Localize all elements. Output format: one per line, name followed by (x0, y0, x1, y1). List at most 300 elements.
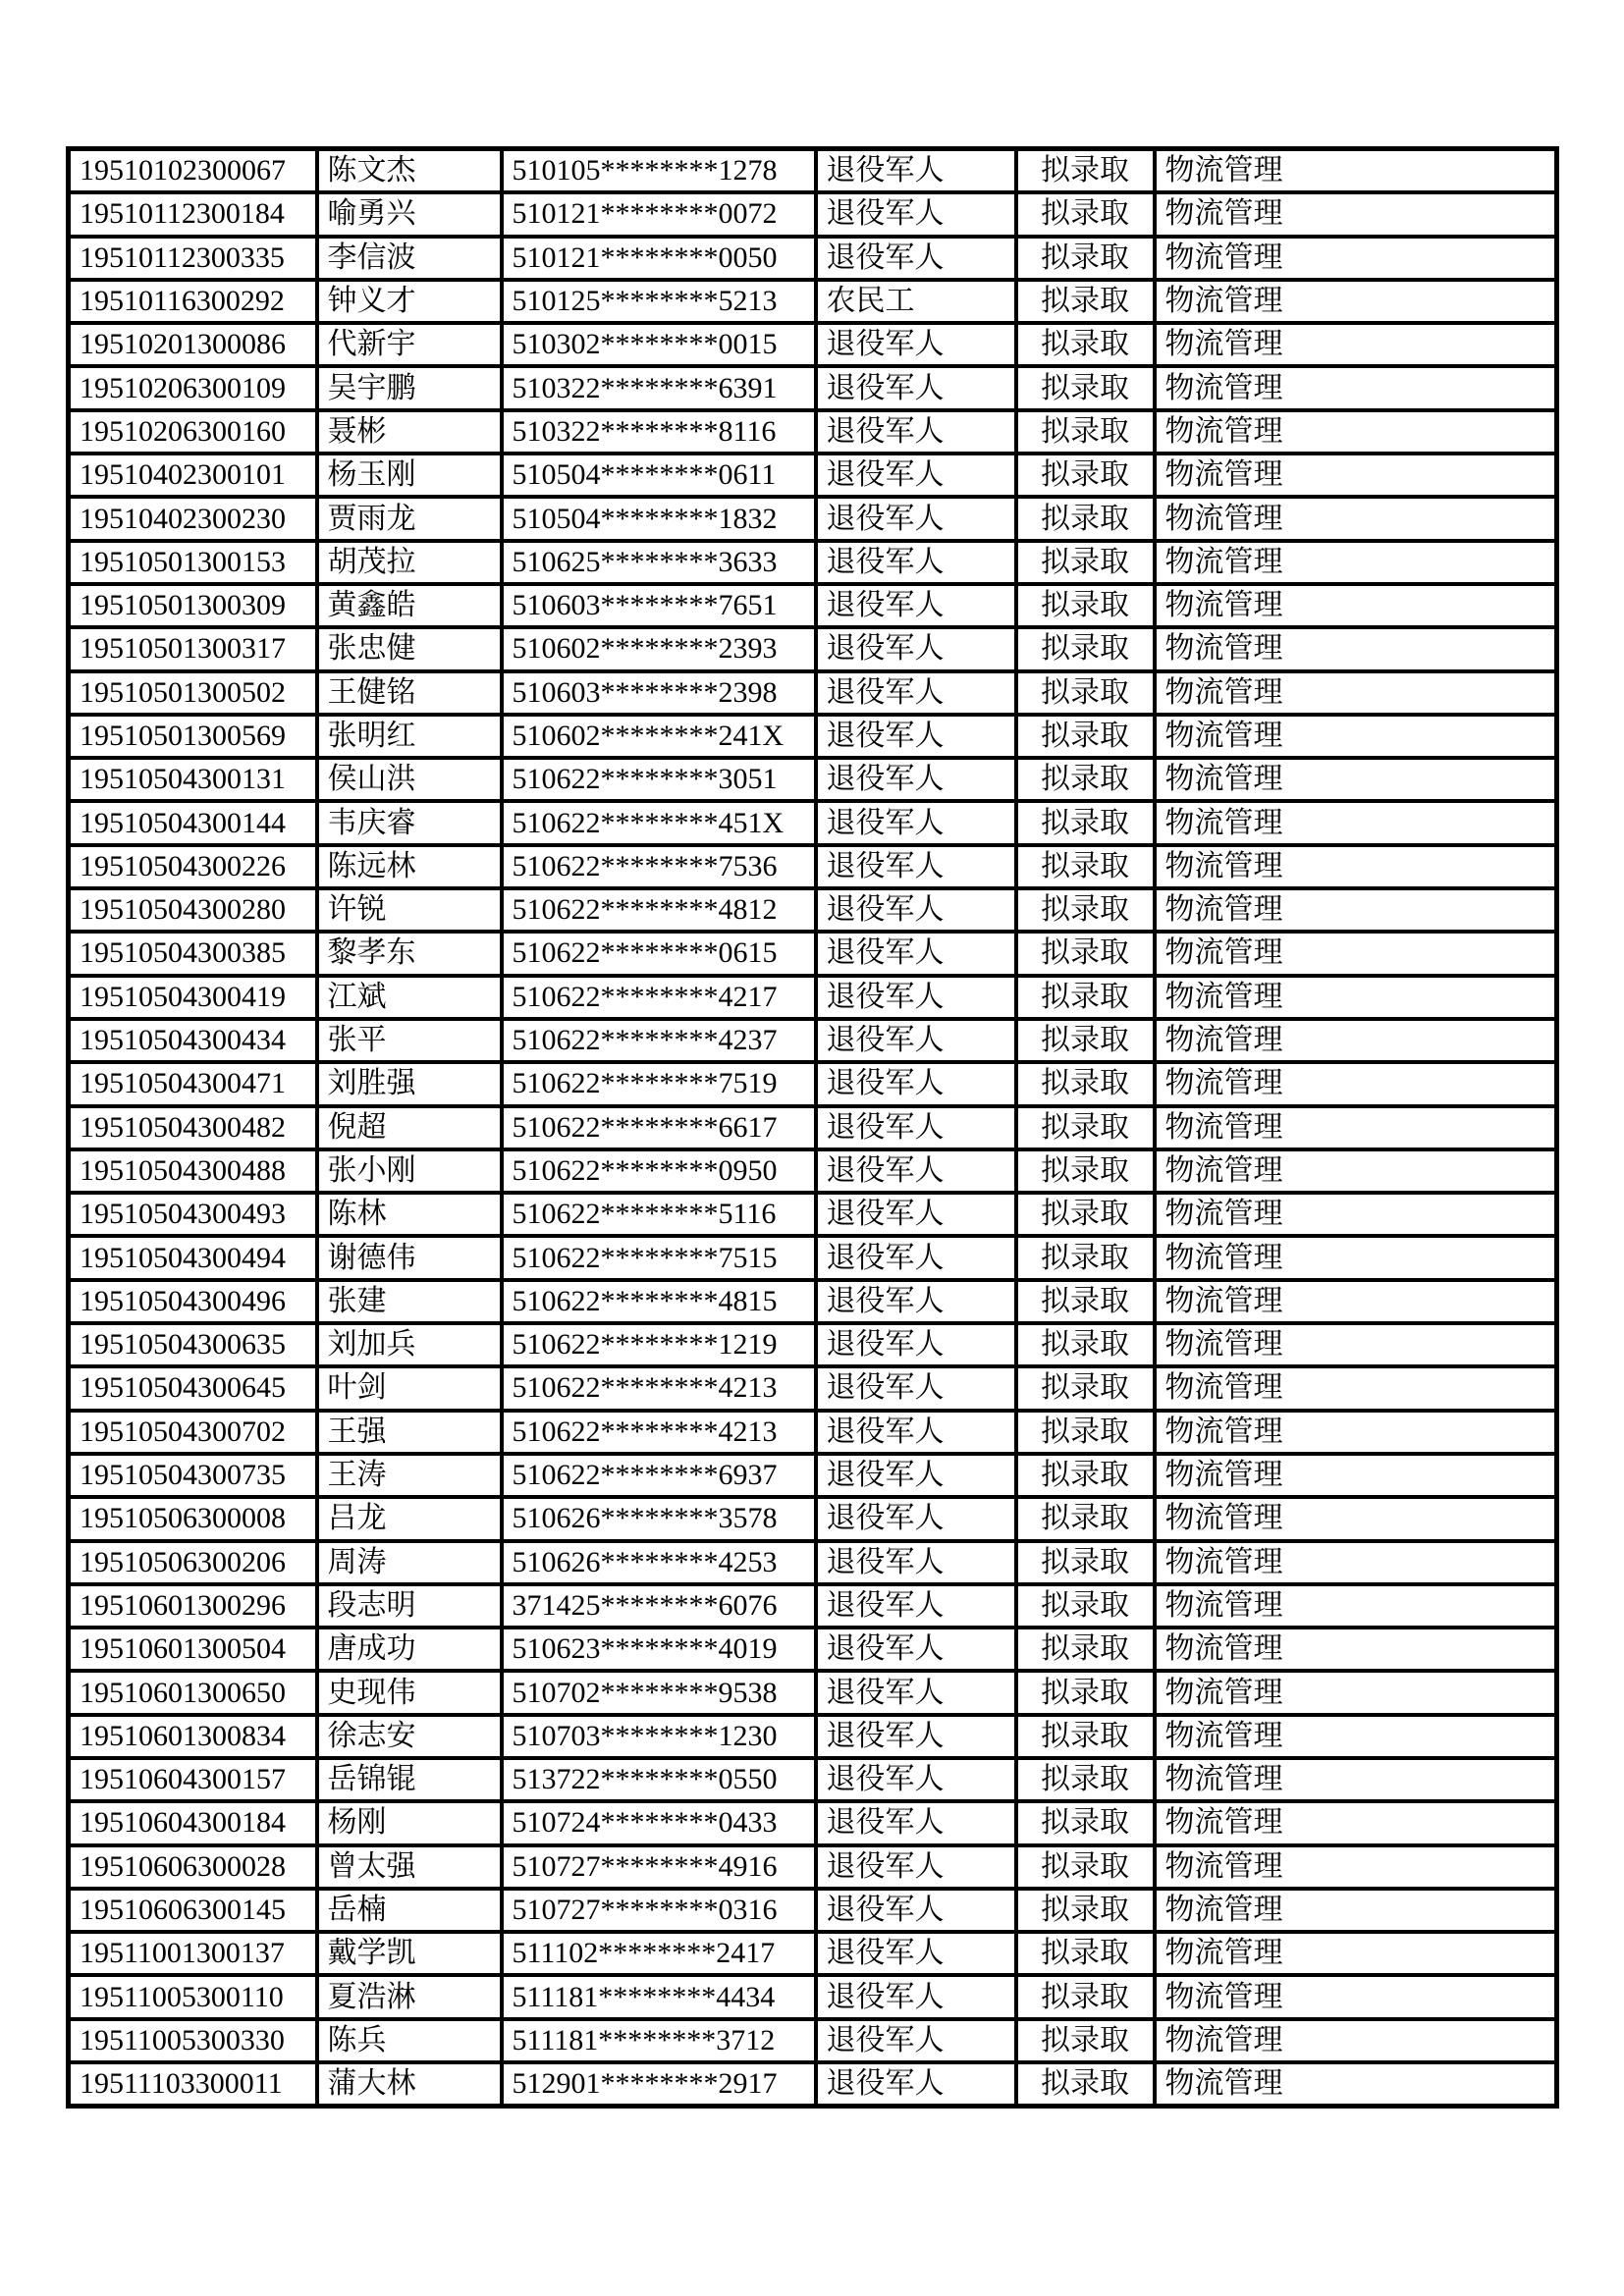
cell-id-number: 510622********7536 (502, 845, 816, 888)
cell-id-number: 510622********0615 (502, 932, 816, 975)
cell-id-number: 510622********6617 (502, 1106, 816, 1149)
cell-major: 物流管理 (1155, 1671, 1557, 1714)
cell-id-number: 371425********6076 (502, 1584, 816, 1628)
cell-name: 侯山洪 (317, 758, 502, 801)
cell-major: 物流管理 (1155, 541, 1557, 584)
cell-category: 退役军人 (816, 1366, 1016, 1410)
cell-name: 段志明 (317, 1584, 502, 1628)
cell-status: 拟录取 (1016, 2019, 1155, 2062)
cell-exam-number: 19510504300493 (69, 1193, 317, 1236)
cell-id-number: 510724********0433 (502, 1801, 816, 1844)
cell-status: 拟录取 (1016, 1280, 1155, 1323)
cell-name: 韦庆睿 (317, 801, 502, 844)
cell-exam-number: 19510504300419 (69, 976, 317, 1019)
cell-exam-number: 19510501300317 (69, 627, 317, 670)
cell-id-number: 510125********5213 (502, 280, 816, 323)
table-row (69, 1628, 1557, 1671)
cell-exam-number: 19510504300434 (69, 1019, 317, 1062)
cell-status: 拟录取 (1016, 1584, 1155, 1628)
admission-table (66, 146, 1559, 2109)
cell-major: 物流管理 (1155, 1628, 1557, 1671)
cell-category: 退役军人 (816, 192, 1016, 236)
table-row (69, 1975, 1557, 2018)
cell-category: 退役军人 (816, 1454, 1016, 1497)
cell-status: 拟录取 (1016, 1628, 1155, 1671)
cell-id-number: 510622********451X (502, 801, 816, 844)
cell-status: 拟录取 (1016, 1801, 1155, 1844)
cell-status: 拟录取 (1016, 845, 1155, 888)
cell-major: 物流管理 (1155, 2019, 1557, 2062)
cell-name: 黎孝东 (317, 932, 502, 975)
cell-exam-number: 19511005300110 (69, 1975, 317, 2018)
cell-exam-number: 19510206300109 (69, 366, 317, 409)
cell-exam-number: 19510501300153 (69, 541, 317, 584)
cell-exam-number: 19510504300482 (69, 1106, 317, 1149)
cell-name: 岳楠 (317, 1889, 502, 1932)
cell-name: 史现伟 (317, 1671, 502, 1714)
cell-exam-number: 19510402300101 (69, 454, 317, 497)
cell-name: 曾太强 (317, 1845, 502, 1889)
cell-exam-number: 19510504300488 (69, 1149, 317, 1193)
cell-category: 退役军人 (816, 1628, 1016, 1671)
cell-name: 刘加兵 (317, 1323, 502, 1366)
cell-id-number: 510602********241X (502, 715, 816, 758)
cell-exam-number: 19510116300292 (69, 280, 317, 323)
cell-exam-number: 19510504300496 (69, 1280, 317, 1323)
table-row (69, 1019, 1557, 1062)
table-row (69, 280, 1557, 323)
cell-major: 物流管理 (1155, 976, 1557, 1019)
cell-name: 岳锦锟 (317, 1758, 502, 1801)
cell-status: 拟录取 (1016, 1671, 1155, 1714)
cell-category: 农民工 (816, 280, 1016, 323)
cell-exam-number: 19510601300296 (69, 1584, 317, 1628)
cell-exam-number: 19510501300502 (69, 671, 317, 715)
cell-exam-number: 19510504300635 (69, 1323, 317, 1366)
cell-exam-number: 19510504300494 (69, 1236, 317, 1279)
cell-exam-number: 19510112300184 (69, 192, 317, 236)
cell-id-number: 510625********3633 (502, 541, 816, 584)
cell-exam-number: 19510504300702 (69, 1411, 317, 1454)
cell-major: 物流管理 (1155, 1758, 1557, 1801)
cell-status: 拟录取 (1016, 323, 1155, 366)
cell-status: 拟录取 (1016, 1019, 1155, 1062)
cell-major: 物流管理 (1155, 1975, 1557, 2018)
cell-status: 拟录取 (1016, 671, 1155, 715)
cell-category: 退役军人 (816, 541, 1016, 584)
cell-id-number: 513722********0550 (502, 1758, 816, 1801)
cell-category: 退役军人 (816, 1062, 1016, 1105)
table-row (69, 237, 1557, 280)
cell-category: 退役军人 (816, 671, 1016, 715)
cell-exam-number: 19510606300028 (69, 1845, 317, 1889)
cell-id-number: 510622********0950 (502, 1149, 816, 1193)
table-row (69, 1280, 1557, 1323)
admission-table-body (69, 149, 1557, 2107)
cell-major: 物流管理 (1155, 1149, 1557, 1193)
cell-category: 退役军人 (816, 149, 1016, 193)
table-row (69, 1671, 1557, 1714)
cell-category: 退役军人 (816, 1019, 1016, 1062)
cell-id-number: 510622********3051 (502, 758, 816, 801)
table-row (69, 976, 1557, 1019)
cell-id-number: 510622********6937 (502, 1454, 816, 1497)
table-row (69, 1758, 1557, 1801)
cell-status: 拟录取 (1016, 715, 1155, 758)
cell-id-number: 510121********0072 (502, 192, 816, 236)
cell-status: 拟录取 (1016, 1323, 1155, 1366)
cell-exam-number: 19510604300157 (69, 1758, 317, 1801)
cell-exam-number: 19510402300230 (69, 497, 317, 540)
cell-id-number: 510703********1230 (502, 1715, 816, 1758)
cell-status: 拟录取 (1016, 1497, 1155, 1540)
cell-exam-number: 19510601300834 (69, 1715, 317, 1758)
cell-exam-number: 19510504300280 (69, 888, 317, 932)
cell-exam-number: 19511001300137 (69, 1932, 317, 1975)
cell-exam-number: 19510504300144 (69, 801, 317, 844)
cell-id-number: 510504********0611 (502, 454, 816, 497)
cell-name: 杨玉刚 (317, 454, 502, 497)
cell-exam-number: 19510604300184 (69, 1801, 317, 1844)
cell-id-number: 511102********2417 (502, 1932, 816, 1975)
cell-name: 代新宇 (317, 323, 502, 366)
table-row (69, 454, 1557, 497)
cell-category: 退役军人 (816, 1323, 1016, 1366)
cell-id-number: 510626********4253 (502, 1541, 816, 1584)
cell-id-number: 510622********7515 (502, 1236, 816, 1279)
cell-id-number: 510727********4916 (502, 1845, 816, 1889)
cell-major: 物流管理 (1155, 1845, 1557, 1889)
cell-major: 物流管理 (1155, 410, 1557, 454)
cell-major: 物流管理 (1155, 323, 1557, 366)
table-row (69, 323, 1557, 366)
table-row (69, 1889, 1557, 1932)
cell-status: 拟录取 (1016, 1932, 1155, 1975)
cell-major: 物流管理 (1155, 2062, 1557, 2107)
cell-id-number: 510121********0050 (502, 237, 816, 280)
cell-category: 退役军人 (816, 1193, 1016, 1236)
table-row (69, 1193, 1557, 1236)
cell-id-number: 510622********7519 (502, 1062, 816, 1105)
cell-category: 退役军人 (816, 2062, 1016, 2107)
cell-major: 物流管理 (1155, 497, 1557, 540)
table-row (69, 366, 1557, 409)
cell-category: 退役军人 (816, 323, 1016, 366)
cell-name: 喻勇兴 (317, 192, 502, 236)
cell-category: 退役军人 (816, 237, 1016, 280)
cell-major: 物流管理 (1155, 932, 1557, 975)
cell-major: 物流管理 (1155, 149, 1557, 193)
cell-name: 黄鑫皓 (317, 584, 502, 627)
cell-id-number: 510504********1832 (502, 497, 816, 540)
table-row (69, 410, 1557, 454)
cell-name: 贾雨龙 (317, 497, 502, 540)
cell-status: 拟录取 (1016, 1193, 1155, 1236)
cell-major: 物流管理 (1155, 1019, 1557, 1062)
cell-exam-number: 19510504300385 (69, 932, 317, 975)
cell-exam-number: 19510504300645 (69, 1366, 317, 1410)
cell-exam-number: 19510501300309 (69, 584, 317, 627)
cell-major: 物流管理 (1155, 237, 1557, 280)
cell-status: 拟录取 (1016, 541, 1155, 584)
cell-name: 徐志安 (317, 1715, 502, 1758)
cell-exam-number: 19510102300067 (69, 149, 317, 193)
cell-exam-number: 19510506300206 (69, 1541, 317, 1584)
cell-category: 退役军人 (816, 1584, 1016, 1628)
cell-major: 物流管理 (1155, 1323, 1557, 1366)
table-row (69, 2019, 1557, 2062)
cell-id-number: 510622********4213 (502, 1366, 816, 1410)
cell-exam-number: 19510201300086 (69, 323, 317, 366)
cell-category: 退役军人 (816, 584, 1016, 627)
cell-id-number: 510727********0316 (502, 1889, 816, 1932)
cell-major: 物流管理 (1155, 1454, 1557, 1497)
cell-category: 退役军人 (816, 1411, 1016, 1454)
table-row (69, 1236, 1557, 1279)
cell-category: 退役军人 (816, 1106, 1016, 1149)
cell-id-number: 512901********2917 (502, 2062, 816, 2107)
cell-category: 退役军人 (816, 1715, 1016, 1758)
cell-status: 拟录取 (1016, 888, 1155, 932)
cell-id-number: 510105********1278 (502, 149, 816, 193)
cell-exam-number: 19510506300008 (69, 1497, 317, 1540)
cell-category: 退役军人 (816, 1497, 1016, 1540)
table-row (69, 845, 1557, 888)
cell-id-number: 510622********1219 (502, 1323, 816, 1366)
table-row (69, 497, 1557, 540)
cell-id-number: 510603********7651 (502, 584, 816, 627)
cell-status: 拟录取 (1016, 1149, 1155, 1193)
cell-id-number: 510602********2393 (502, 627, 816, 670)
cell-status: 拟录取 (1016, 758, 1155, 801)
cell-name: 王强 (317, 1411, 502, 1454)
cell-name: 唐成功 (317, 1628, 502, 1671)
cell-category: 退役军人 (816, 410, 1016, 454)
cell-status: 拟录取 (1016, 1454, 1155, 1497)
cell-status: 拟录取 (1016, 1236, 1155, 1279)
cell-status: 拟录取 (1016, 1975, 1155, 2018)
cell-status: 拟录取 (1016, 410, 1155, 454)
table-row (69, 888, 1557, 932)
cell-major: 物流管理 (1155, 1106, 1557, 1149)
table-row (69, 932, 1557, 975)
cell-major: 物流管理 (1155, 1497, 1557, 1540)
cell-status: 拟录取 (1016, 627, 1155, 670)
cell-status: 拟录取 (1016, 584, 1155, 627)
cell-category: 退役军人 (816, 1845, 1016, 1889)
table-row (69, 1454, 1557, 1497)
cell-exam-number: 19510601300650 (69, 1671, 317, 1714)
cell-status: 拟录取 (1016, 280, 1155, 323)
cell-status: 拟录取 (1016, 801, 1155, 844)
table-row (69, 715, 1557, 758)
cell-name: 陈远林 (317, 845, 502, 888)
cell-status: 拟录取 (1016, 976, 1155, 1019)
cell-major: 物流管理 (1155, 1932, 1557, 1975)
table-row (69, 1497, 1557, 1540)
cell-name: 张建 (317, 1280, 502, 1323)
cell-category: 退役军人 (816, 1932, 1016, 1975)
cell-name: 胡茂拉 (317, 541, 502, 584)
cell-category: 退役军人 (816, 932, 1016, 975)
cell-status: 拟录取 (1016, 192, 1155, 236)
cell-name: 陈兵 (317, 2019, 502, 2062)
cell-id-number: 511181********3712 (502, 2019, 816, 2062)
table-row (69, 1106, 1557, 1149)
cell-id-number: 510603********2398 (502, 671, 816, 715)
cell-name: 聂彬 (317, 410, 502, 454)
cell-major: 物流管理 (1155, 1193, 1557, 1236)
cell-major: 物流管理 (1155, 280, 1557, 323)
table-row (69, 1584, 1557, 1628)
cell-exam-number: 19511005300330 (69, 2019, 317, 2062)
cell-major: 物流管理 (1155, 366, 1557, 409)
cell-name: 吕龙 (317, 1497, 502, 1540)
cell-status: 拟录取 (1016, 1715, 1155, 1758)
cell-name: 江斌 (317, 976, 502, 1019)
cell-major: 物流管理 (1155, 1541, 1557, 1584)
cell-category: 退役军人 (816, 454, 1016, 497)
cell-category: 退役军人 (816, 1758, 1016, 1801)
cell-status: 拟录取 (1016, 1106, 1155, 1149)
table-row (69, 758, 1557, 801)
cell-status: 拟录取 (1016, 237, 1155, 280)
cell-major: 物流管理 (1155, 1411, 1557, 1454)
cell-name: 李信波 (317, 237, 502, 280)
cell-status: 拟录取 (1016, 1889, 1155, 1932)
cell-category: 退役军人 (816, 801, 1016, 844)
cell-major: 物流管理 (1155, 845, 1557, 888)
cell-id-number: 511181********4434 (502, 1975, 816, 2018)
cell-id-number: 510622********4213 (502, 1411, 816, 1454)
cell-id-number: 510622********4815 (502, 1280, 816, 1323)
cell-major: 物流管理 (1155, 888, 1557, 932)
cell-exam-number: 19510112300335 (69, 237, 317, 280)
cell-name: 张小刚 (317, 1149, 502, 1193)
cell-status: 拟录取 (1016, 454, 1155, 497)
table-row (69, 1715, 1557, 1758)
cell-status: 拟录取 (1016, 149, 1155, 193)
cell-id-number: 510322********6391 (502, 366, 816, 409)
cell-category: 退役军人 (816, 758, 1016, 801)
cell-major: 物流管理 (1155, 1062, 1557, 1105)
table-row (69, 192, 1557, 236)
table-row (69, 1411, 1557, 1454)
cell-category: 退役军人 (816, 366, 1016, 409)
cell-name: 倪超 (317, 1106, 502, 1149)
cell-status: 拟录取 (1016, 932, 1155, 975)
cell-major: 物流管理 (1155, 671, 1557, 715)
cell-name: 蒲大林 (317, 2062, 502, 2107)
cell-category: 退役军人 (816, 497, 1016, 540)
cell-name: 叶剑 (317, 1366, 502, 1410)
cell-name: 周涛 (317, 1541, 502, 1584)
cell-id-number: 510623********4019 (502, 1628, 816, 1671)
cell-category: 退役军人 (816, 715, 1016, 758)
cell-name: 王健铭 (317, 671, 502, 715)
cell-major: 物流管理 (1155, 192, 1557, 236)
table-row (69, 1323, 1557, 1366)
table-row (69, 627, 1557, 670)
cell-id-number: 510622********5116 (502, 1193, 816, 1236)
cell-exam-number: 19510206300160 (69, 410, 317, 454)
cell-major: 物流管理 (1155, 1889, 1557, 1932)
cell-category: 退役军人 (816, 976, 1016, 1019)
cell-major: 物流管理 (1155, 758, 1557, 801)
cell-status: 拟录取 (1016, 1062, 1155, 1105)
cell-category: 退役军人 (816, 1975, 1016, 2018)
cell-category: 退役军人 (816, 1541, 1016, 1584)
cell-major: 物流管理 (1155, 627, 1557, 670)
cell-category: 退役军人 (816, 2019, 1016, 2062)
table-row (69, 1062, 1557, 1105)
table-row (69, 671, 1557, 715)
cell-id-number: 510302********0015 (502, 323, 816, 366)
cell-exam-number: 19510601300504 (69, 1628, 317, 1671)
cell-exam-number: 19510501300569 (69, 715, 317, 758)
cell-name: 陈林 (317, 1193, 502, 1236)
cell-status: 拟录取 (1016, 497, 1155, 540)
cell-name: 张明红 (317, 715, 502, 758)
cell-status: 拟录取 (1016, 1541, 1155, 1584)
cell-exam-number: 19510504300735 (69, 1454, 317, 1497)
cell-name: 许锐 (317, 888, 502, 932)
cell-name: 张平 (317, 1019, 502, 1062)
cell-status: 拟录取 (1016, 366, 1155, 409)
table-row (69, 1149, 1557, 1193)
cell-exam-number: 19510504300471 (69, 1062, 317, 1105)
cell-category: 退役军人 (816, 1671, 1016, 1714)
cell-major: 物流管理 (1155, 715, 1557, 758)
cell-major: 物流管理 (1155, 1715, 1557, 1758)
cell-id-number: 510622********4812 (502, 888, 816, 932)
table-row (69, 801, 1557, 844)
table-row (69, 1801, 1557, 1844)
table-row (69, 1845, 1557, 1889)
cell-id-number: 510622********4217 (502, 976, 816, 1019)
table-row (69, 1541, 1557, 1584)
cell-status: 拟录取 (1016, 2062, 1155, 2107)
cell-major: 物流管理 (1155, 1801, 1557, 1844)
cell-category: 退役军人 (816, 1889, 1016, 1932)
cell-category: 退役军人 (816, 627, 1016, 670)
cell-major: 物流管理 (1155, 801, 1557, 844)
cell-name: 谢德伟 (317, 1236, 502, 1279)
cell-name: 夏浩淋 (317, 1975, 502, 2018)
cell-exam-number: 19510504300131 (69, 758, 317, 801)
cell-status: 拟录取 (1016, 1366, 1155, 1410)
table-row (69, 2062, 1557, 2107)
cell-name: 钟义才 (317, 280, 502, 323)
cell-id-number: 510622********4237 (502, 1019, 816, 1062)
cell-name: 吴宇鹏 (317, 366, 502, 409)
table-row (69, 1366, 1557, 1410)
cell-status: 拟录取 (1016, 1845, 1155, 1889)
cell-category: 退役军人 (816, 1236, 1016, 1279)
table-row (69, 541, 1557, 584)
cell-status: 拟录取 (1016, 1411, 1155, 1454)
cell-major: 物流管理 (1155, 1584, 1557, 1628)
cell-status: 拟录取 (1016, 1758, 1155, 1801)
table-row (69, 149, 1557, 193)
cell-category: 退役军人 (816, 1801, 1016, 1844)
cell-major: 物流管理 (1155, 1366, 1557, 1410)
cell-exam-number: 19511103300011 (69, 2062, 317, 2107)
cell-major: 物流管理 (1155, 1236, 1557, 1279)
cell-exam-number: 19510606300145 (69, 1889, 317, 1932)
cell-category: 退役军人 (816, 888, 1016, 932)
cell-name: 杨刚 (317, 1801, 502, 1844)
